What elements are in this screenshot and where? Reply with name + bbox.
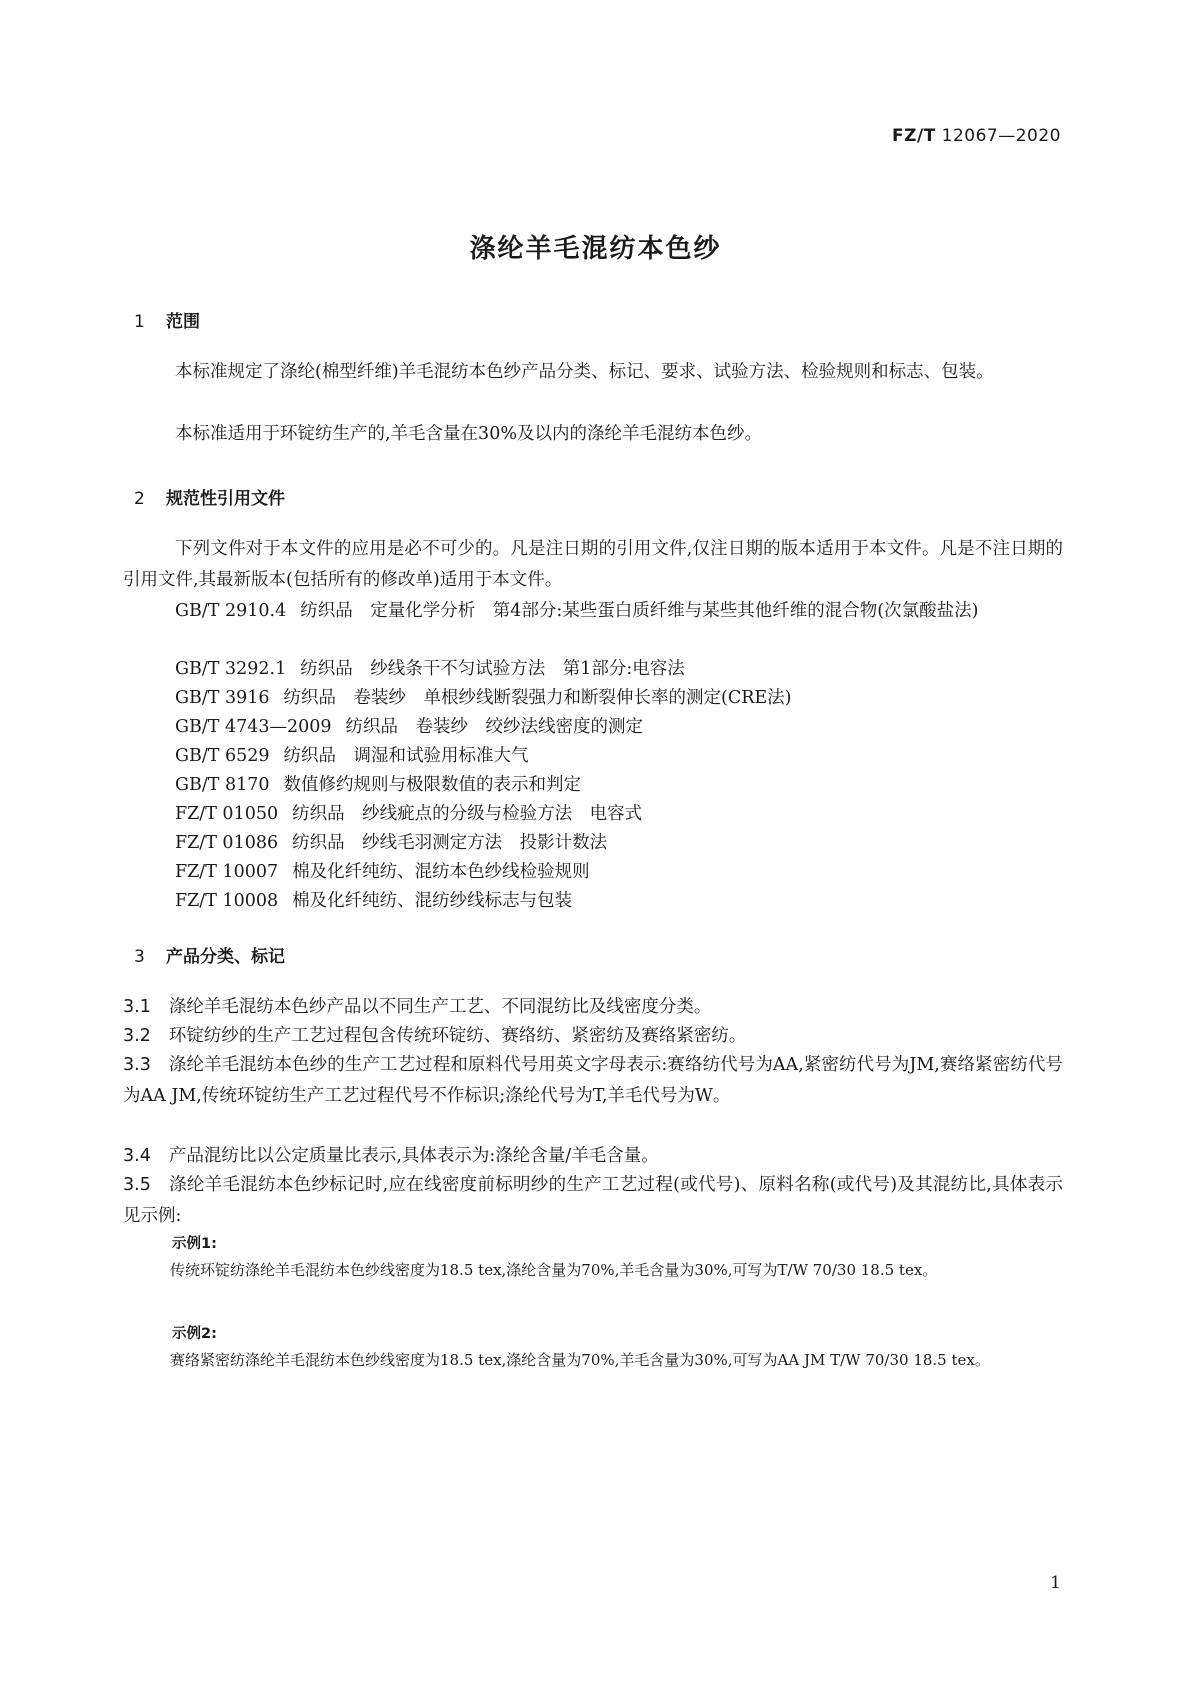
standard-code: 12067—2020 [941,126,1061,146]
clause-text: 涤纶羊毛混纺本色纱标记时,应在线密度前标明纱的生产工艺过程(或代号)、原料名称(或代号)及其混纺比,具体表示见示例: [123,1175,1063,1226]
reference-code: GB/T 3292.1 [175,659,287,679]
section-2-heading [134,484,285,509]
example-2-text: 赛络紧密纺涤纶羊毛混纺本色纱线密度为18.5 tex,涤纶含量为70%,羊毛含量为30%,可写为AA JM T/W 70/30 18.5 tex。 [170,1351,990,1369]
clause-text: 产品混纺比以公定质量比表示,具体表示为:涤纶含量/羊毛含量。 [168,1146,659,1166]
reference-code: FZ/T 01050 [175,804,279,824]
reference-item [175,741,529,772]
clause-number: 3.3 [123,1055,151,1075]
reference-code: GB/T 4743—2009 [175,717,332,737]
section-title: 范围 [166,312,200,332]
reference-code: GB/T 8170 [175,775,270,795]
reference-item [175,857,590,888]
reference-item [175,654,685,685]
reference-title: 纺织品 卷装纱 单根纱线断裂强力和断裂伸长率的测定(CRE法) [283,688,792,708]
reference-item [175,799,642,830]
reference-item [175,712,643,743]
reference-code: GB/T 3916 [175,688,270,708]
reference-title: 纺织品 纱线毛羽测定方法 投影计数法 [292,833,608,853]
reference-code: FZ/T 01086 [175,833,279,853]
document-title: 涤纶羊毛混纺本色纱 [469,234,722,264]
page-number: 1 [1050,1573,1061,1593]
clause-number: 3.5 [123,1175,151,1195]
reference-title: 纺织品 调湿和试验用标准大气 [283,746,529,766]
reference-code: GB/T 2910.4 [175,601,287,621]
reference-item [175,828,607,859]
example-1-label: 示例1: [172,1236,217,1252]
section-number: 1 [134,312,145,332]
clause-3-1 [123,992,1063,1023]
clause-3-4 [123,1141,1063,1172]
reference-item [175,770,581,801]
section-title: 规范性引用文件 [166,489,285,509]
clause-text: 涤纶羊毛混纺本色纱的生产工艺过程和原料代号用英文字母表示:赛络纺代号为AA,紧密纺代号为JM,赛络紧密纺代号为AA JM,传统环锭纺生产工艺过程代号不作标识;涤纶代号为T,羊毛代号为W。 [123,1055,1063,1106]
section-number: 3 [134,947,145,967]
reference-title: 数值修约规则与极限数值的表示和判定 [283,775,582,795]
section-1-heading [134,307,200,332]
example-1-text: 传统环锭纺涤纶羊毛混纺本色纱线密度为18.5 tex,涤纶含量为70%,羊毛含量为30%,可写为T/W 70/30 18.5 tex。 [170,1261,938,1279]
clause-3-3 [123,1050,1063,1112]
section-number: 2 [134,489,145,509]
standard-number [892,126,1061,146]
reference-title: 纺织品 卷装纱 绞纱法线密度的测定 [345,717,644,737]
clause-number: 3.4 [123,1146,151,1166]
scope-paragraph-1: 本标准规定了涤纶(棉型纤维)羊毛混纺本色纱产品分类、标记、要求、试验方法、检验规则和标志、包装。 [175,362,994,382]
section-title: 产品分类、标记 [166,947,285,967]
reference-title: 棉及化纤纯纺、混纺纱线标志与包装 [292,891,573,911]
reference-item [175,683,792,714]
standard-prefix: FZ/T [892,126,936,146]
scope-paragraph-2: 本标准适用于环锭纺生产的,羊毛含量在30%及以内的涤纶羊毛混纺本色纱。 [175,424,762,444]
reference-title: 棉及化纤纯纺、混纺本色纱线检验规则 [292,862,590,882]
clause-number: 3.1 [123,997,151,1017]
clause-text: 涤纶羊毛混纺本色纱产品以不同生产工艺、不同混纺比及线密度分类。 [168,997,712,1017]
references-intro: 下列文件对于本文件的应用是必不可少的。凡是注日期的引用文件,仅注日期的版本适用于本文件。凡是不注日期的引用文件,其最新版本(包括所有的修改单)适用于本文件。 [123,539,1063,590]
reference-item [123,596,1063,627]
clause-3-5 [123,1170,1063,1232]
reference-code: GB/T 6529 [175,746,270,766]
reference-code: FZ/T 10008 [175,891,279,911]
clause-text: 环锭纺纱的生产工艺过程包含传统环锭纺、赛络纺、紧密纺及赛络紧密纺。 [168,1026,747,1046]
example-2-label: 示例2: [172,1326,217,1342]
reference-title: 纺织品 定量化学分析 第4部分:某些蛋白质纤维与某些其他纤维的混合物(次氯酸盐法) [300,601,979,621]
reference-title: 纺织品 纱线疵点的分级与检验方法 电容式 [292,804,643,824]
clause-3-2 [123,1021,1063,1052]
reference-title: 纺织品 纱线条干不匀试验方法 第1部分:电容法 [300,659,685,679]
section-3-heading [134,942,285,967]
reference-code: FZ/T 10007 [175,862,279,882]
reference-item [175,886,572,917]
clause-number: 3.2 [123,1026,151,1046]
